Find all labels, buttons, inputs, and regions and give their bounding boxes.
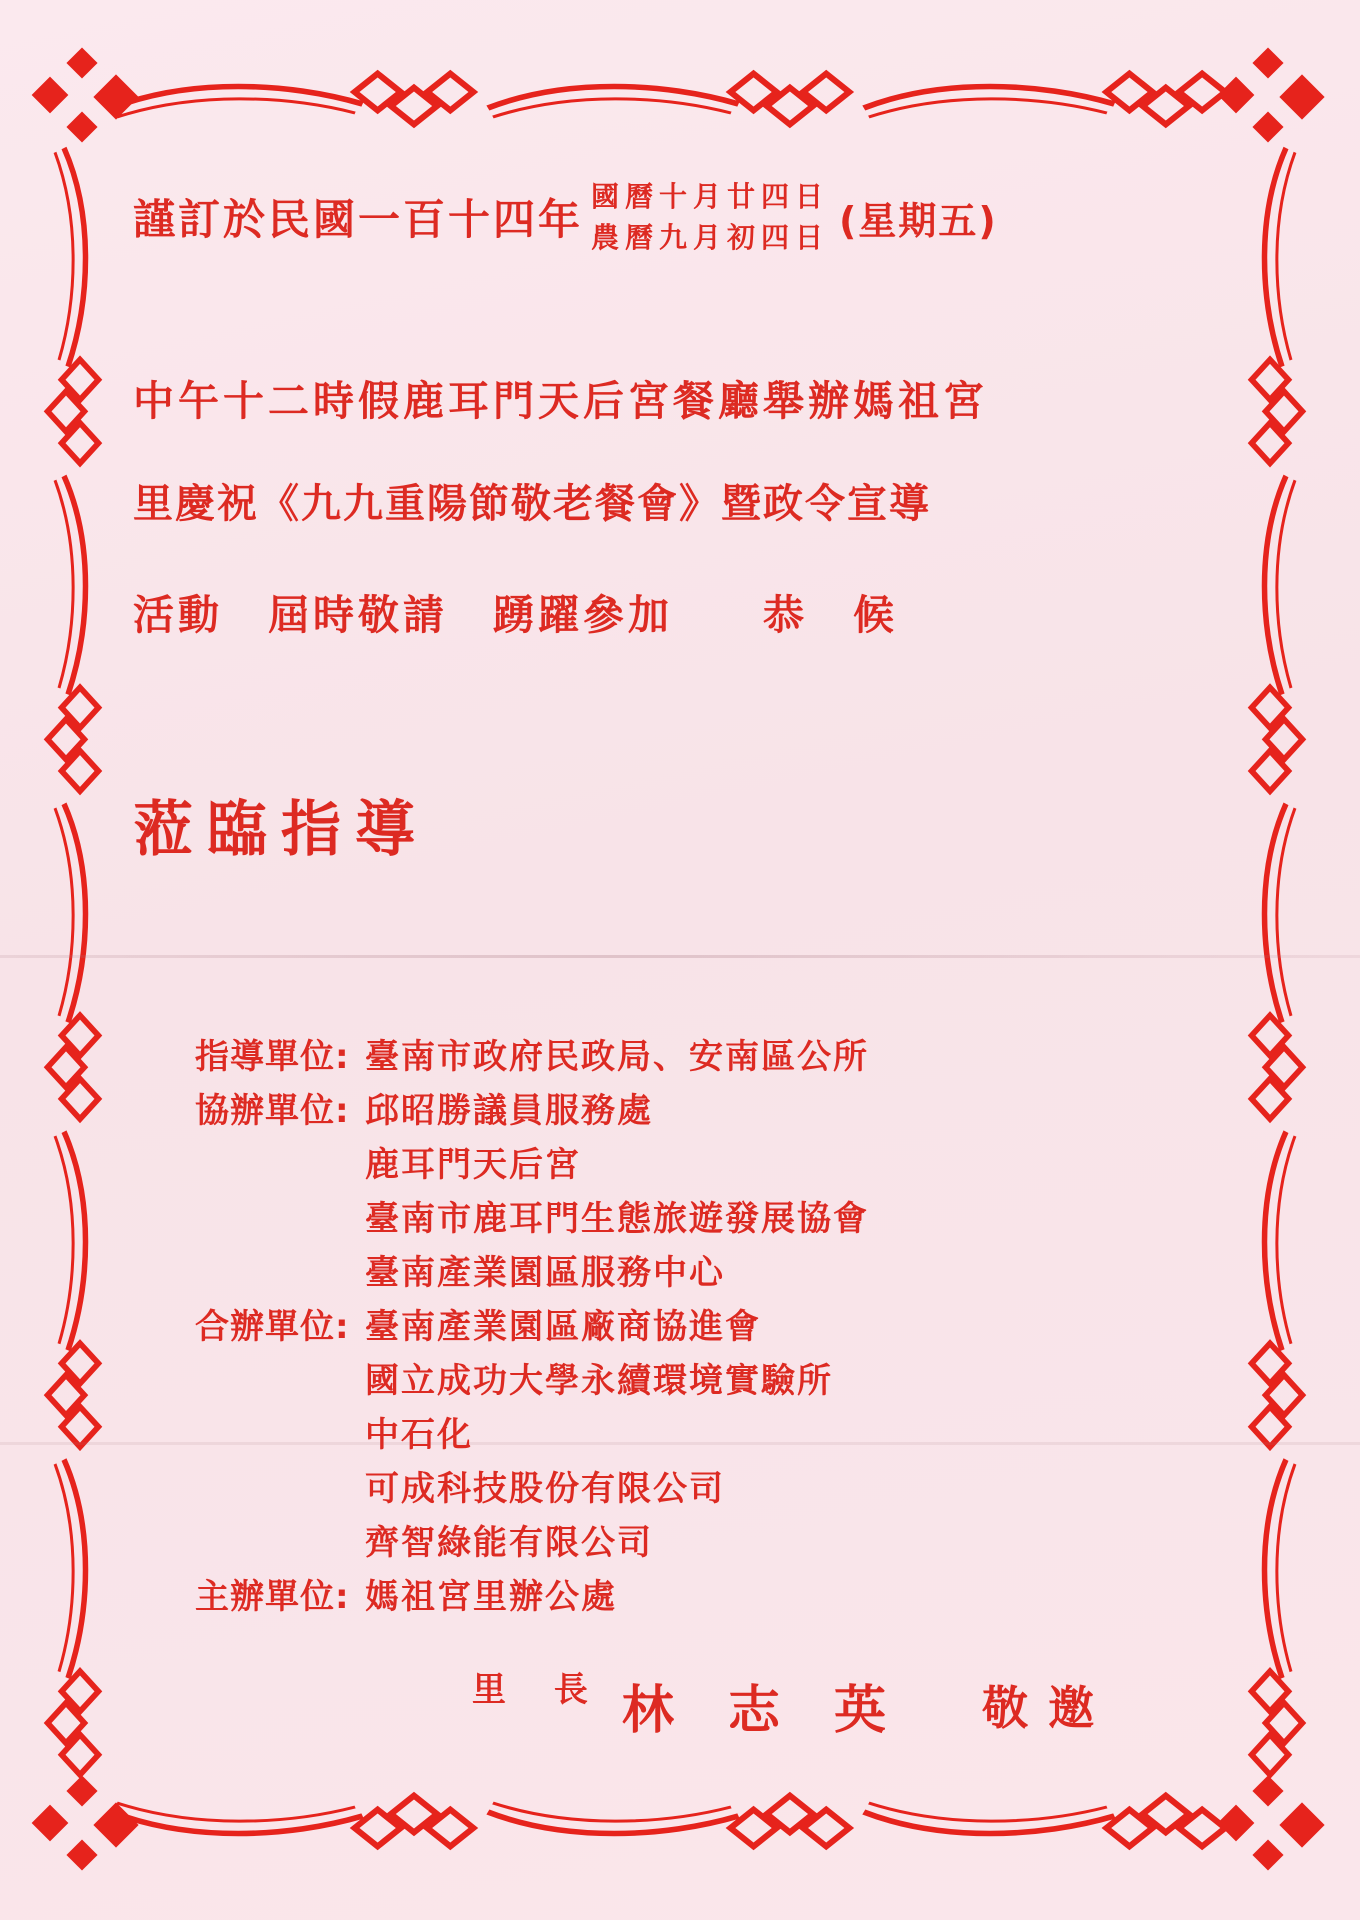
organizer-row bbox=[195, 1570, 869, 1624]
organizer-row bbox=[195, 1300, 869, 1354]
lunar-date: 農曆九月初四日 bbox=[591, 221, 830, 254]
organizer-name: 可成科技股份有限公司 bbox=[365, 1469, 725, 1509]
organizer-name: 國立成功大學永續環境實驗所 bbox=[365, 1361, 833, 1401]
organizer-row bbox=[195, 1354, 869, 1408]
invitation-line-4: 活動 屆時敬請 踴躍參加 恭 候 bbox=[133, 591, 898, 639]
organizer-row bbox=[195, 1192, 869, 1246]
corner-ornament-top-left bbox=[32, 47, 139, 142]
invitation-date-prefix: 謹訂於民國一百十四年 bbox=[133, 195, 584, 244]
signature-line bbox=[472, 1648, 1114, 1743]
organizer-role-label: 合辦單位: bbox=[195, 1307, 350, 1347]
organizer-role-label: 指導單位: bbox=[195, 1037, 350, 1077]
organizer-name: 齊智綠能有限公司 bbox=[365, 1523, 653, 1563]
border-top-edge bbox=[112, 74, 1225, 125]
organizer-name: 臺南產業園區廠商協進會 bbox=[365, 1307, 761, 1347]
corner-ornament-top-right bbox=[1218, 47, 1325, 142]
organizer-role-label bbox=[195, 1138, 365, 1192]
organizer-row bbox=[195, 1084, 869, 1138]
attend-guidance-heading: 蒞臨指導 bbox=[133, 795, 429, 865]
border-left-edge bbox=[48, 148, 99, 1775]
signer-name: 林 志 英 bbox=[621, 1681, 905, 1741]
organizer-role-label bbox=[195, 1354, 365, 1408]
organizer-row bbox=[195, 1516, 869, 1570]
organizer-role-label bbox=[195, 1246, 365, 1300]
organizer-row bbox=[195, 1138, 869, 1192]
organizer-role-label bbox=[195, 1462, 365, 1516]
organizer-name: 鹿耳門天后宮 bbox=[365, 1145, 581, 1185]
organizer-name: 中石化 bbox=[365, 1415, 473, 1455]
border-right-edge bbox=[1252, 148, 1303, 1775]
border-bottom-edge bbox=[112, 1796, 1225, 1847]
organizer-role-label bbox=[195, 1516, 365, 1570]
organizer-name: 臺南市政府民政局、安南區公所 bbox=[365, 1037, 869, 1077]
organizer-name: 邱昭勝議員服務處 bbox=[365, 1091, 653, 1131]
organizers-list bbox=[195, 1030, 869, 1624]
weekday: (星期五) bbox=[839, 198, 998, 243]
corner-ornament-bottom-right bbox=[1218, 1775, 1325, 1870]
invitation-line-2: 中午十二時假鹿耳門天后宮餐廳舉辦媽祖宮 bbox=[133, 377, 988, 425]
organizer-role-label bbox=[195, 1192, 365, 1246]
invitation-line-1 bbox=[133, 176, 998, 258]
organizer-row bbox=[195, 1462, 869, 1516]
organizer-row bbox=[195, 1030, 869, 1084]
solar-date: 國曆十月廿四日 bbox=[591, 180, 830, 213]
invitation-closing: 敬邀 bbox=[982, 1681, 1115, 1735]
organizer-role-label bbox=[195, 1408, 365, 1462]
calendar-dates bbox=[591, 176, 829, 258]
organizer-row bbox=[195, 1246, 869, 1300]
invitation-line-3: 里慶祝《九九重陽節敬老餐會》暨政令宣導 bbox=[133, 481, 931, 527]
signer-title: 里 長 bbox=[472, 1670, 606, 1710]
organizer-row bbox=[195, 1408, 869, 1462]
organizer-name: 媽祖宮里辦公處 bbox=[365, 1577, 617, 1617]
organizer-name: 臺南市鹿耳門生態旅遊發展協會 bbox=[365, 1199, 869, 1239]
organizer-role-label: 協辦單位: bbox=[195, 1091, 350, 1131]
corner-ornament-bottom-left bbox=[32, 1775, 139, 1870]
organizer-role-label: 主辦單位: bbox=[195, 1577, 350, 1617]
organizer-name: 臺南產業園區服務中心 bbox=[365, 1253, 725, 1293]
